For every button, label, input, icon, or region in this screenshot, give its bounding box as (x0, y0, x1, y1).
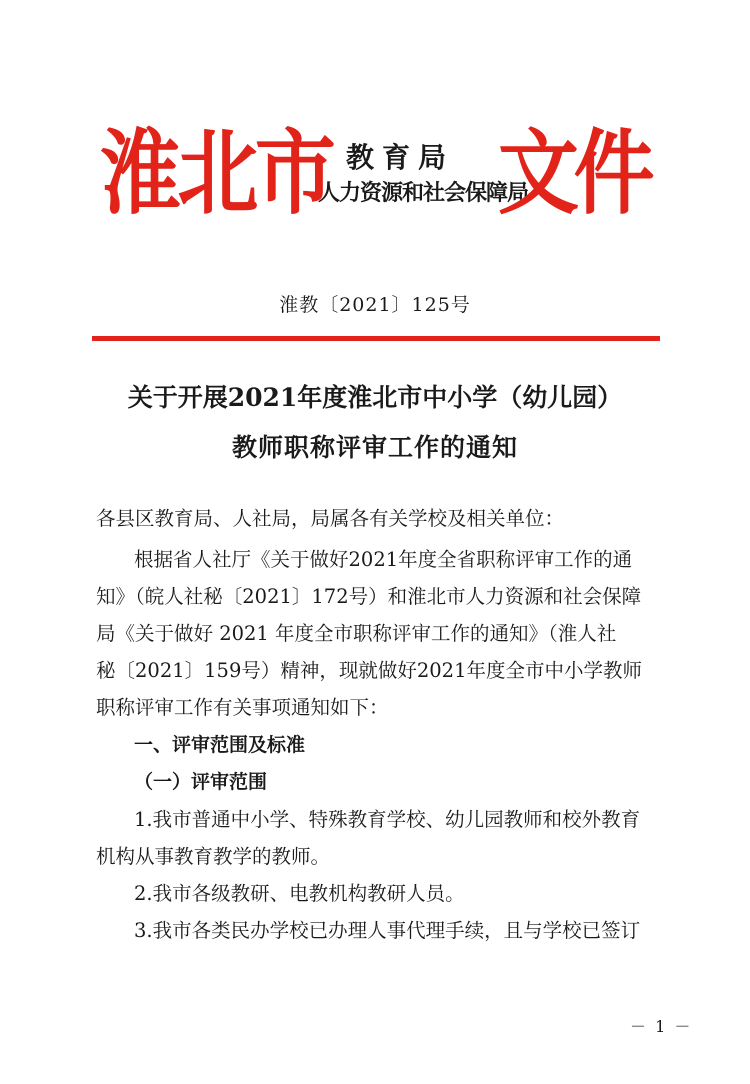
subsection-heading-1: （一）评审范围 (134, 771, 268, 793)
recipients-line: 各县区教育局、人社局，局属各有关学校及相关单位： (96, 507, 565, 530)
letterhead-city: 淮北市 (100, 120, 333, 227)
letterhead-doc-type: 文件 (498, 120, 650, 227)
letterhead-dept-hr: 人力资源和社会保障局 (318, 181, 529, 206)
red-divider (92, 336, 660, 341)
intro-line-2: 知》（皖人社秘〔2021〕172号）和淮北市人力资源和社会保障 (96, 585, 642, 608)
intro-line-4: 秘〔2021〕159号）精神，现就做好2021年度全市中小学教师 (96, 659, 642, 682)
intro-line-3: 局《关于做好 2021 年度全市职称评审工作的通知》（淮人社 (96, 622, 617, 645)
document-title-line-1: 关于开展2021年度淮北市中小学（幼儿园） (127, 383, 623, 412)
item-2: 2.我市各级教研、电教机构教研人员。 (134, 882, 465, 905)
intro-line-5: 职称评审工作有关事项通知如下： (96, 696, 389, 719)
item-1-line-2: 机构从事教育教学的教师。 (96, 845, 331, 868)
document-number: 淮教〔2021〕125号 (279, 294, 471, 316)
page-number: － 1 － (630, 1017, 693, 1036)
letterhead (0, 118, 750, 228)
section-heading-1: 一、评审范围及标准 (134, 734, 306, 756)
item-3: 3.我市各类民办学校已办理人事代理手续，且与学校已签订 (134, 919, 641, 942)
document-title-line-2: 教师职称评审工作的通知 (231, 433, 518, 462)
intro-line-1: 根据省人社厅《关于做好2021年度全省职称评审工作的通 (134, 548, 633, 571)
letterhead-dept-education: 教育局 (346, 141, 455, 174)
item-1-line-1: 1.我市普通中小学、特殊教育学校、幼儿园教师和校外教育 (134, 808, 641, 831)
